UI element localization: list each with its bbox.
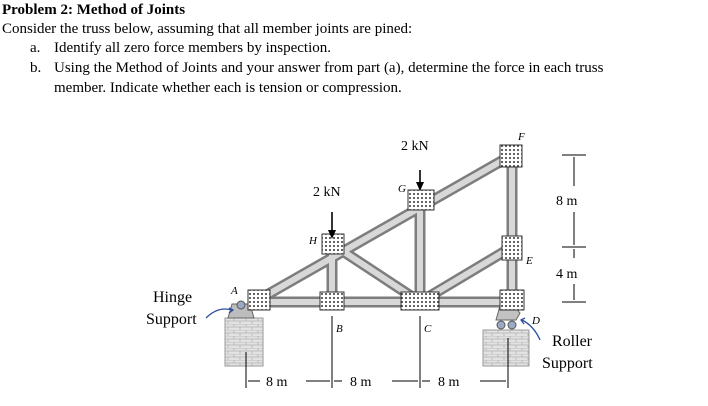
joint-label-b: B: [336, 323, 343, 335]
joint-plate-c: [401, 292, 439, 310]
problem-intro: Consider the truss below, assuming that all member joints are pined:: [2, 21, 413, 37]
joint-plate-h: [322, 234, 344, 254]
roller-label-line1: Roller: [552, 333, 592, 350]
joint-label-d: D: [532, 315, 540, 327]
hinge-support: [225, 301, 263, 366]
joint-label-f: F: [518, 131, 525, 143]
joint-plate-d: [500, 290, 524, 310]
roller-label-line2: Support: [542, 355, 593, 372]
joint-label-a: A: [231, 285, 238, 297]
joint-label-h: H: [309, 235, 317, 247]
hinge-label-line2: Support: [146, 311, 197, 328]
joint-plate-a: [248, 290, 270, 310]
truss-members: [258, 155, 512, 302]
joint-label-g: G: [398, 183, 406, 195]
dim-ef: 8 m: [556, 194, 578, 209]
dim-ab: 8 m: [266, 375, 288, 390]
dim-bc: 8 m: [350, 375, 372, 390]
joint-label-e: E: [526, 255, 533, 267]
joint-plate-b: [320, 292, 344, 310]
question-a-marker: a.: [30, 40, 41, 56]
question-b-text: Using the Method of Joints and your answer from part (a), determine the force in each truss: [54, 60, 604, 76]
question-b-marker: b.: [30, 60, 42, 76]
joint-plate-f: [500, 145, 522, 167]
question-a-text: Identify all zero force members by inspection.: [54, 40, 331, 56]
dim-cd: 8 m: [438, 375, 460, 390]
question-b-continuation: member. Indicate whether each is tension or compression.: [54, 80, 402, 96]
load-label-h: 2 kN: [313, 185, 341, 200]
joint-plate-g: [408, 190, 434, 210]
load-label-g: 2 kN: [401, 139, 429, 154]
problem-title: Problem 2: Method of Joints: [2, 2, 186, 18]
dim-de: 4 m: [556, 267, 578, 282]
roller-support: [483, 306, 529, 366]
joint-label-c: C: [424, 323, 432, 335]
joint-plate-e: [502, 236, 522, 260]
hinge-label-line1: Hinge: [153, 289, 193, 306]
